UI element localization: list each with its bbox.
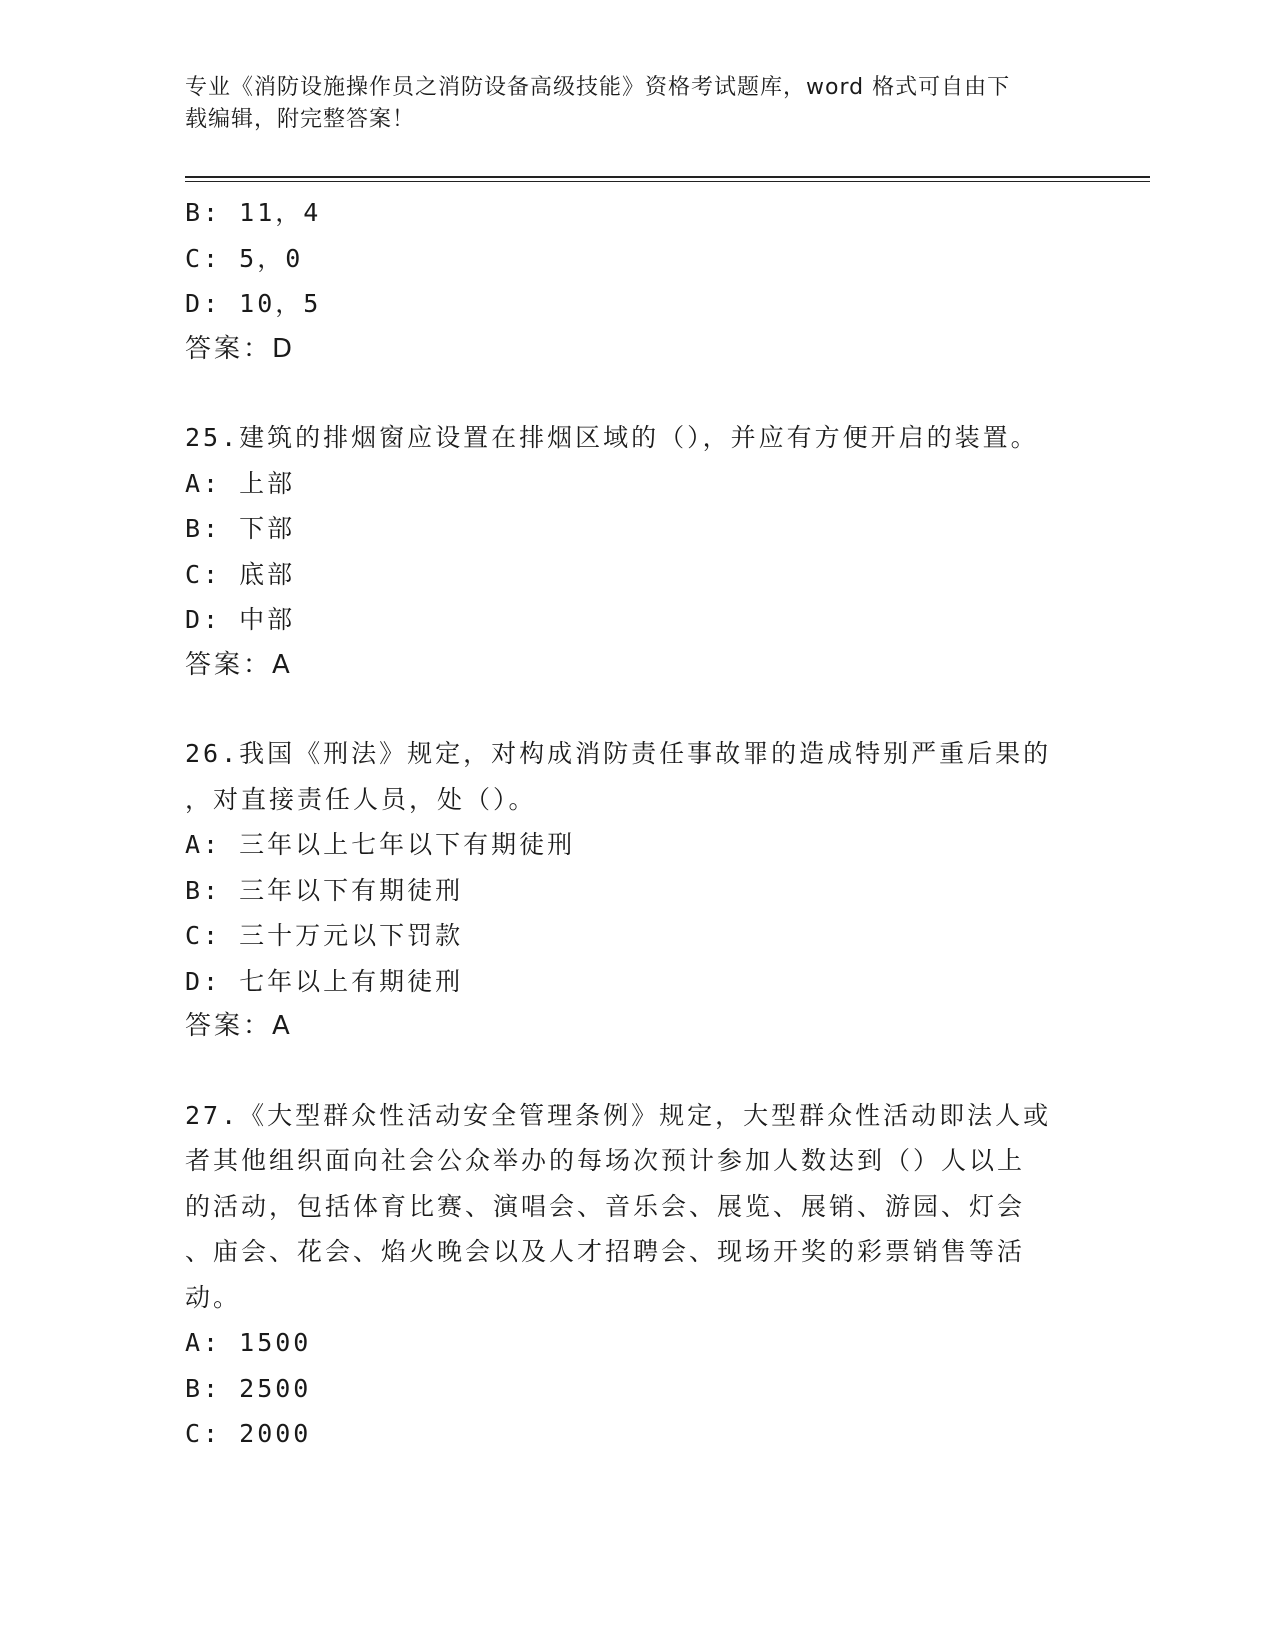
header-line-1: 专业《消防设施操作员之消防设备高级技能》资格考试题库，word 格式可自由下 bbox=[185, 75, 1011, 100]
question-block-25 bbox=[185, 415, 1105, 688]
option-b: B: 下部 bbox=[185, 514, 296, 543]
option-b: B: 11，4 bbox=[185, 198, 322, 227]
question-block-24 bbox=[185, 190, 1105, 372]
question-text: 、庙会、花会、焰火晚会以及人才招聘会、现场开奖的彩票销售等活 bbox=[185, 1237, 1026, 1266]
spacer bbox=[185, 688, 1105, 731]
question-text: 27.《大型群众性活动安全管理条例》规定，大型群众性活动即法人或 bbox=[185, 1100, 1052, 1130]
header-divider-thick bbox=[185, 176, 1150, 178]
question-block-26 bbox=[185, 731, 1105, 1050]
header-line-2: 载编辑，附完整答案！ bbox=[185, 107, 416, 132]
spacer bbox=[185, 1050, 1105, 1093]
option-b: B: 三年以下有期徒刑 bbox=[185, 875, 464, 905]
option-d: D: 10，5 bbox=[185, 289, 322, 318]
header-divider-thin bbox=[185, 181, 1150, 182]
option-c: C: 5，0 bbox=[185, 243, 304, 273]
question-list bbox=[185, 190, 1105, 1457]
question-text: 的活动，包括体育比赛、演唱会、音乐会、展览、展销、游园、灯会 bbox=[185, 1191, 1026, 1221]
answer-line: 答案：A bbox=[185, 649, 293, 680]
answer-line: 答案：A bbox=[185, 1011, 293, 1041]
question-text: 26.我国《刑法》规定，对构成消防责任事故罪的造成特别严重后果的 bbox=[185, 739, 1052, 768]
option-c: C: 三十万元以下罚款 bbox=[185, 921, 464, 950]
option-c: C: 底部 bbox=[185, 559, 296, 589]
option-a: A: 1500 bbox=[185, 1328, 312, 1357]
option-a: A: 三年以上七年以下有期徒刑 bbox=[185, 830, 576, 859]
question-block-27 bbox=[185, 1093, 1105, 1457]
question-text: 25.建筑的排烟窗应设置在排烟区域的（），并应有方便开启的装置。 bbox=[185, 423, 1039, 452]
option-d: D: 中部 bbox=[185, 605, 296, 634]
question-text: 者其他组织面向社会公众举办的每场次预计参加人数达到（）人以上 bbox=[185, 1146, 1026, 1175]
option-a: A: 上部 bbox=[185, 468, 296, 498]
option-b: B: 2500 bbox=[185, 1373, 312, 1403]
option-c: C: 2000 bbox=[185, 1419, 312, 1448]
question-text: 动。 bbox=[185, 1282, 242, 1312]
option-d: D: 七年以上有期徒刑 bbox=[185, 966, 464, 996]
document-header bbox=[185, 72, 1065, 136]
question-text: ，对直接责任人员，处（）。 bbox=[185, 784, 537, 814]
answer-line: 答案：D bbox=[185, 333, 296, 364]
spacer bbox=[185, 372, 1105, 415]
